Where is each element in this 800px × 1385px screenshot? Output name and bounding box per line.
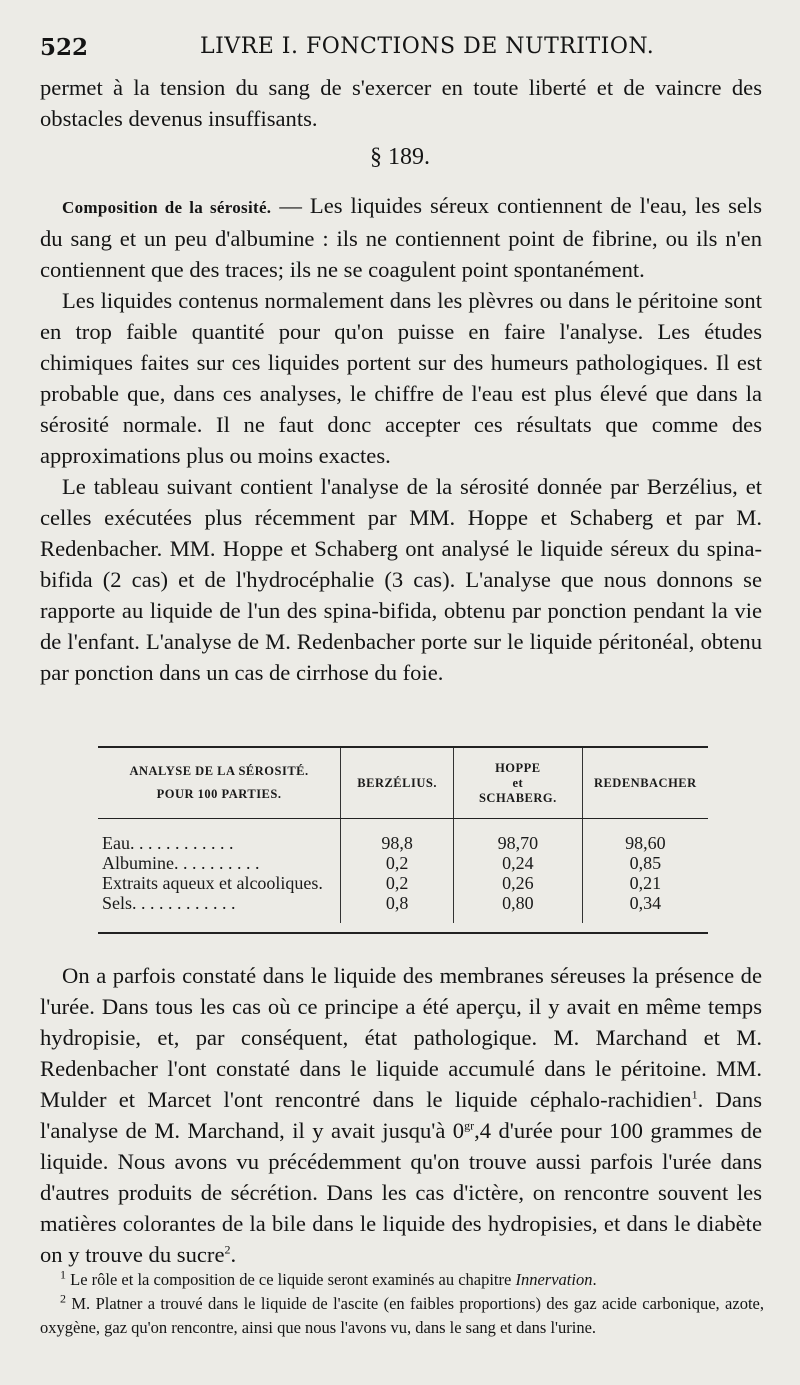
footnote-mark: 1 bbox=[60, 1267, 66, 1282]
header-line: et bbox=[512, 775, 524, 790]
running-header bbox=[40, 34, 760, 68]
row-label: Eau. . . . . . . . . . . . bbox=[102, 833, 234, 853]
footnote-text: M. Platner a trouvé dans le liquide de l'ascite (en faibles proportions) des gaz acide carbonique, azote, oxygène, gaz qu'on rencontre, ainsi que nous l'avons vu, dans le sang et dans l'urine. bbox=[40, 1294, 764, 1337]
paragraph-text: . bbox=[230, 1242, 237, 1267]
cell-redenbacher: 0,21 bbox=[582, 873, 708, 893]
unit-superscript: gr bbox=[464, 1118, 475, 1133]
table-row bbox=[98, 873, 708, 893]
cell-berzelius: 0,2 bbox=[341, 873, 454, 893]
row-label: Albumine. . . . . . . . . . bbox=[102, 853, 260, 873]
cell-redenbacher: 0,34 bbox=[582, 893, 708, 923]
table-row bbox=[98, 853, 708, 873]
table-header-redenbacher: REDENBACHER bbox=[582, 748, 708, 819]
footnotes bbox=[40, 1268, 764, 1340]
table-bottom-rule bbox=[98, 932, 708, 934]
footnote-mark: 2 bbox=[60, 1291, 66, 1306]
page-number: 522 bbox=[40, 34, 89, 61]
cell-hoppe: 0,80 bbox=[454, 893, 583, 923]
paragraph-text: Le tableau suivant contient l'analyse de la sérosité donnée par Berzélius, et celles exécutées plus récemment par MM. Hoppe et Schaberg et par M. Redenbacher. MM. Hoppe et Schaberg ont analysé le liquide séreux du spina-bifida (2 cas) et de l'hydrocéphalie (3 cas). L'analyse que nous donnons se rapporte au liquide de l'un des spina-bifida, obtenu par ponction pendant la vie de l'enfant. L'analyse de M. Redenbacher porte sur le liquide péritonéal, obtenu par ponction dans un cas de cirrhose du foie. bbox=[40, 474, 762, 685]
table-header-hoppe bbox=[454, 748, 583, 819]
footnote-1 bbox=[40, 1268, 764, 1292]
header-line: ANALYSE DE LA SÉROSITÉ. bbox=[129, 764, 309, 778]
cell-hoppe: 98,70 bbox=[454, 833, 583, 853]
main-text-block bbox=[40, 190, 762, 688]
footnote-ref: 1 bbox=[691, 1087, 698, 1102]
footnote-text: Le rôle et la composition de ce liquide seront examinés au chapitre bbox=[66, 1270, 516, 1289]
table-spacer-row bbox=[98, 819, 708, 834]
paragraph-composition bbox=[40, 190, 762, 285]
running-title: LIVRE I. FONCTIONS DE NUTRITION. bbox=[200, 34, 655, 59]
paragraph-uree bbox=[40, 960, 762, 1270]
cell-redenbacher: 98,60 bbox=[582, 833, 708, 853]
paragraph-text: — Les liquides séreux contiennent de l'eau, les sels du sang et un peu d'albumine : ils ne contiennent point de fibrine, ou ils n'en contiennent que des traces; ils ne se coagulent point spontanément. bbox=[40, 193, 762, 282]
serosity-analysis-table bbox=[98, 748, 708, 923]
table-header-analysis bbox=[98, 748, 341, 819]
header-line: SCHABERG. bbox=[478, 790, 557, 805]
cell-berzelius: 98,8 bbox=[341, 833, 454, 853]
table-header-berzelius: BERZÉLIUS. bbox=[341, 748, 454, 819]
paragraph-text: permet à la tension du sang de s'exercer en toute liberté et de vaincre des obstacles devenus insuffisants. bbox=[40, 75, 762, 131]
section-heading: § 189. bbox=[370, 144, 430, 170]
footnote-text: . bbox=[592, 1270, 597, 1289]
paragraph-text: . Dans l'analyse de M. Marchand, il y avait jusqu'à 0 bbox=[40, 1087, 762, 1143]
continuation-paragraph bbox=[40, 72, 762, 134]
paragraph-text: ,4 d'urée pour 100 grammes de liquide. Nous avons vu précédemment qu'on trouve aussi parfois l'urée dans d'autres produits de sécrétion. Dans les cas d'ictère, on rencontre souvent les matières colorantes de la bile dans le liquide des hydropisies, et dans le diabète on y trouve du sucre bbox=[40, 1118, 762, 1267]
row-label: Extraits aqueux et alcooliques. bbox=[102, 873, 323, 893]
header-line: POUR 100 PARTIES. bbox=[156, 787, 282, 801]
footnote-italic: Innervation bbox=[515, 1270, 593, 1289]
table-header-row bbox=[98, 748, 708, 819]
table-row bbox=[98, 893, 708, 923]
footnote-ref: 2 bbox=[224, 1242, 231, 1257]
paragraph-text: Les liquides contenus normalement dans les plèvres ou dans le péritoine sont en trop faible quantité pour qu'on puisse en faire l'analyse. Les études chimiques faites sur ces liquides portent sur des humeurs pathologiques. Il est probable que, dans ces analyses, le chiffre de l'eau est plus élevé que dans la sérosité normale. Il ne faut donc accepter ces résultats que comme des approximations plus ou moins exactes. bbox=[40, 288, 762, 468]
paragraph-lead: Composition de la sérosité. bbox=[62, 198, 272, 217]
cell-berzelius: 0,8 bbox=[341, 893, 454, 923]
uree-text-block bbox=[40, 960, 762, 1270]
table-row bbox=[98, 833, 708, 853]
cell-hoppe: 0,24 bbox=[454, 853, 583, 873]
footnote-2 bbox=[40, 1292, 764, 1340]
row-label: Sels. . . . . . . . . . . . bbox=[102, 893, 236, 913]
cell-hoppe: 0,26 bbox=[454, 873, 583, 893]
header-line: HOPPE bbox=[495, 760, 541, 775]
cell-berzelius: 0,2 bbox=[341, 853, 454, 873]
cell-redenbacher: 0,85 bbox=[582, 853, 708, 873]
paragraph-text: On a parfois constaté dans le liquide des membranes séreuses la présence de l'urée. Dans tous les cas où ce principe a été aperçu, il y avait en même temps hydropisie, et, par conséquent, état pathologique. M. Marchand et M. Redenbacher l'ont constaté dans le liquide accumulé dans le péritoine. MM. Mulder et Marcet l'ont rencontré dans le liquide céphalo-rachidien bbox=[40, 963, 762, 1112]
